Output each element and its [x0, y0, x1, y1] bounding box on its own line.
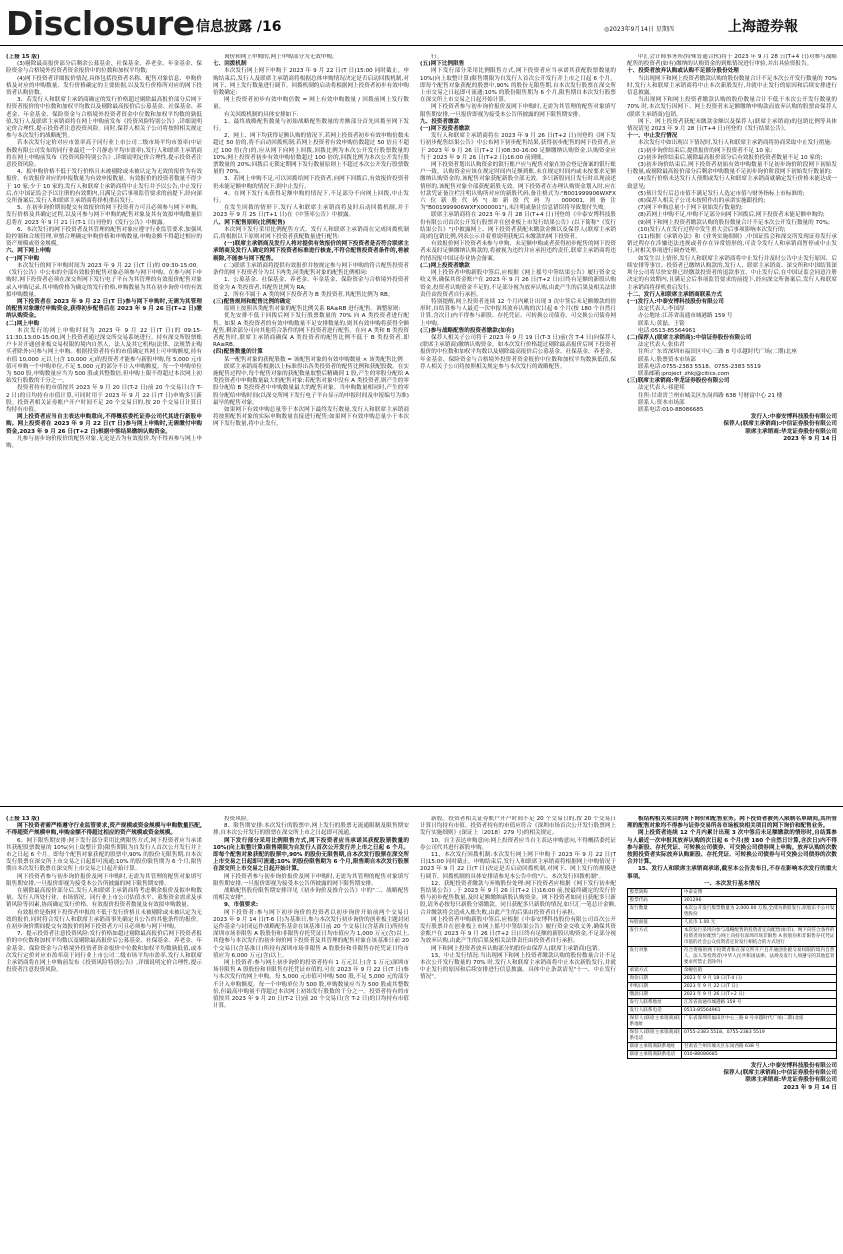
table-value-cell: 301296	[682, 897, 837, 905]
paragraph: 若本次发行定价对应市盈率高于同行业上市公司二级市场平均市盈率(中证指数有限公司发布的同行业最近一个月静态平均市盈率),发行人和联席主承销商将在网上申购前发布《投资风险特别公告》,详细说明定价合理性,提示投资者注意投资风险。	[6, 140, 202, 169]
section-heading: (二)网上投资者缴款	[420, 262, 470, 269]
table-key-cell: 股票简称	[628, 889, 682, 897]
paragraph: 网上投资者初步有效申购倍数 = 网上有效申购数量 / 回拨前网上发行数量。	[213, 97, 409, 111]
article-bottom-column-4-text	[627, 816, 837, 888]
table-row	[628, 919, 837, 927]
article-bottom-column-3	[420, 816, 616, 1250]
paragraph: 在剔除最高报价部分后,发行人和联席主承销商将考虑剩余报价及拟申购数量、发行人所处行业、市场情况、同行业上市公司估值水平、募集资金需求及承销风险等因素,协商确定发行价格、有效报价投资者数量及有效拟申购数量。	[6, 888, 202, 909]
section-heading: 八、网下配售原则(比例配售)	[213, 219, 286, 226]
paragraph: 联系电话:0755-2383 5518、0755-2383 5519	[638, 363, 761, 370]
offering-info-table-body	[628, 889, 837, 1059]
paragraph: 5、在初步询价期间提交有效报价的网下投资者方可且必须参与网下申购。发行价格及其确定过程,以及可参与网下申购的配售对象及其有效拟申购数量信息将在 2023 年 9 月 21 日(T-1 日)刊登的《发行公告》中披露。	[6, 205, 202, 226]
signature-line: 保荐人(联席主承销商):中信证券股份有限公司	[723, 421, 837, 428]
paragraph: 联席主承销商将在 2023 年 9 月 28 日(T+4 日)刊登的《中泰安博科技股份有限公司首次公开发行股票并在创业板上市发行结果公告》(以下简称"《发行结果公告》")中披露网上、网下投资者获配未缴款金额以及保荐人(联席主承销商)的包销比例,列表公示并着重说明获配后未缴款的网下投资者。	[420, 212, 616, 241]
table-key-cell: 发行人联系地址	[628, 999, 682, 1007]
paragraph: 4、在网下发行未获得足额申购的情况下,不足部分不向网上回拨,中止发行。	[213, 190, 409, 205]
paragraph: (二)联席主承销商将提供有效报价并按规定参与网下申购的符合配售投资者条件的网下投资者分为以下两类,同类配售对象的配售比例相同:	[213, 262, 409, 277]
paragraph: 2、所有不属于 A 类的网下投资者为 B 类投资者,其配售比例为 RB。	[224, 291, 394, 298]
paragraph: 发行人和联席主承销商将在 2023 年 9 月 26 日(T+2 日)刊登的《网下发行初步配售结果公告》中公布网下初步配售结果,获得初步配售的网下投资者,应于 2023 年 9 月 26 日(T+2 日)08:30-16:00 足额缴纳认购资金,认购资金应当于 2023 年 9 月 26 日(T+2 日)16:00 前到账。	[420, 133, 616, 161]
paragraph: 11、本次发行回拨机制:本次发行网上网下申购于 2023 年 9 月 22 日(T 日)15:00 同时截止。申购结束后,发行人和联席主承销商将根据网上申购情况于 2023 年 9 月 22 日(T 日)决定是否启动回拨机制,对网下、网上发行的规模进行调节。回拨机制的具体安排请参见本公告中的"六、本次发行回拨机制"。	[420, 852, 616, 880]
table-row	[628, 983, 837, 991]
section-heading: (四)配售数量的计算	[213, 349, 263, 356]
paragraph: 战略配售股份限售期安排详见《初步询价及推介公告》中的"二、战略配售的相关安排"。	[213, 888, 409, 902]
signature-line: 联席主承销商:华龙证券股份有限公司	[745, 1077, 837, 1084]
paragraph: 网下投资者参与初步询价报价及网下申购时,无需为其管理的配售对象填写限售期安排,一旦报价即视为接受本公告所披露的网下限售期安排。	[420, 104, 616, 118]
section-heading: (上接 13 版)	[6, 816, 40, 822]
table-value-cell: 余额包销	[682, 967, 837, 975]
paragraph: 1、公募基金、社保基金、养老金、年金基金、保险资金与合格境外投资者资金为 A 类投资者,其配售比例为 RA;	[213, 277, 409, 291]
section-heading: (一)网下投资者缴款	[420, 126, 470, 133]
paragraph: (4)发行价格未达发行人预期或发行人和联席主承销商就确定发行价格未能达成一致意见;	[627, 176, 837, 190]
paragraph: (5)预计发行后总市值不满足发行人选定市值与财务指标上市标准的;	[638, 190, 805, 197]
paragraph: 如果网下有效申购总量等于本次网下最终发行数量,发行人和联席主承销商将按照配售对象的实际申购数量直接进行配售;如果网下有效申购总量小于本次网下发行数量,将中止发行。	[213, 406, 409, 428]
table-value-cell: 2023 年 9 月 22 日(T 日)	[682, 983, 837, 991]
table-row	[628, 947, 837, 967]
paragraph: 网下投资者划出认购资金的银行账户应与配售对象在协会登记备案的银行账户一致。认购资金应该在规定时间内足额到账,未在规定时间内或未按要求足额缴纳认购资金的,该配售对象获配新股全部无效。多只新股同日发行时出现前述情形的,该配售对象全部获配新股无效。网下投资者在办理认购资金划入时,应在付款凭证备注栏注明认购所对应的新股代码,备注格式为:"B001999906WXFX 六位新股代码"(如新股代码为 000001,则备注为"B001999906WXFX000001"),未注明或备注信息错误将导致划付失败。	[420, 162, 616, 212]
section-heading: 十一、中止发行情况	[627, 133, 678, 140]
paragraph: 网下投资者参与初步询价报价及网下申购时,无需为其管理的配售对象填写限售期安排,一旦报价即视为接受本公告所披露的网下限售期安排。	[6, 873, 202, 887]
signature-line: 2023 年 9 月 14 日	[783, 1084, 837, 1091]
table-row	[628, 1015, 837, 1029]
table-key-cell: 缴款日期	[628, 991, 682, 999]
section-heading: 七、回拨机制	[213, 61, 247, 68]
table-value-cell: 江苏省南通市城港路 159 号	[682, 999, 837, 1007]
table-value-cell: 0755-2383 5518、0755-2383 5519	[682, 1029, 837, 1043]
table-value-cell: 中泰安博	[682, 889, 837, 897]
table-row	[628, 889, 837, 897]
paragraph: (9)网下和网上投资者缴款认购的股份数量合计不足本次公开发行数量的 70%;	[638, 219, 830, 226]
dateline: ◎2023年9月14日 星期四	[604, 26, 674, 33]
paragraph: 网下投资者在 2023 年 9 月 22 日(T 日)参与网下申购时,无需为其管理的配售对象缴付申购资金,获得初步配售后在 2023 年 9 月 26 日(T+2 日)缴纳认购资金。	[6, 298, 202, 320]
table-value-cell: 2023 年 9 月 26 日(T+2 日)	[682, 991, 837, 999]
paragraph: 保荐人相关子公司将于 2023 年 9 月 19 日(T-3 日)前(含 T-4 日)向保荐人(联席主承销商)缴纳认购资金。如本次发行价格超过剔除最高报价后网下投资者报价的中位数和加权平均数以及剔除最高报价后公募基金、社保基金、养老金、年金基金、保险资金与合格境外投资者资金报价中位数和加权平均数孰低值,保荐人相关子公司将按照相关规定参与本次发行的战略配售。	[420, 334, 616, 370]
paragraph: 3、若网上申购不足,可以回拨给网下投资者,向网下回拨后,有效报价投资者仍未能足额申购的情况下,则中止发行。	[213, 176, 409, 190]
paragraph: 6、本次发行的网下投资者及其管理的配售对象应遵守行业监管要求,加强风险控制和合规管理,审慎合理确定申购价格和申购数量,申购金额不得超过相应的资产规模或资金规模。	[6, 226, 202, 248]
section-heading: 十二、发行人和联席主承销商联系方式	[627, 291, 723, 298]
paragraph: 4、拟申购价格不低于发行价格且未被剔除或未被认定为无效的报价为有效报价。有效报价对应的申报数量为有效申报数量。有效报价的投资者数量不得少于 10 家;少于 10 家的,发行人和联席主承销商将中止发行并予以公告,中止发行后,在中国证监会予以注册的有效期内,且满足会后事项监管要求的前提下,经向深交所备案后,发行人和联席主承销商将择机重启发行。	[6, 169, 202, 205]
table-key-cell: 联席主承销商联系电话	[628, 1051, 682, 1059]
paragraph: 电话:0513-85564961	[638, 327, 696, 334]
paragraph: 联系人:股票资本市场部	[638, 356, 696, 363]
paragraph: 有效报价网下投资者未参与申购、未足额申购或者获得初步配售的网下投资者未及时足额缴纳认购款的,将被视为违约并应承担违约责任,联席主承销商将违约情况报中国证券业协会备案。	[420, 241, 616, 262]
paragraph: (7)网下申购总量小于网下初始发行数量的;	[638, 205, 743, 212]
paragraph: 原则上按照各类配售对象的配售比例关系 RA≥RB 进行配售。调整原则:	[224, 306, 401, 313]
paragraph: 询价和网上申购的,网上申购部分为无效申购。	[224, 54, 338, 60]
table-value-cell: 0513-85564961	[682, 1007, 837, 1015]
table-row	[628, 927, 837, 947]
paragraph: 网下发行部分采用比例限售方式,网下投资者应当承诺其获配股票数量的 10%(向上取整计算)限售期限为自发行人首次公开发行并上市之日起 6 个月。即每个配售对象获配的股票中,90% 的股份无限售期,自本次发行股票在深交所上市交易之日起即可流通;10% 的股份限售期为 6 个月,限售期自本次发行股票在深交所上市交易之日起开始计算。	[213, 837, 409, 873]
paragraph: 1、最终战略配售数量与初始战略配售数量的差额部分首先回拨至网下发行。	[213, 118, 409, 133]
paragraph: (4)网下投资者详细报价情况,具体包括投资者名称、配售对象信息、申购价格及对应的申购数量、发行价格确定的主要依据,以及发行价格所对应的网下投资者认购倍数。	[6, 75, 202, 97]
table-value-cell: 符合资格的网下投资者和在深交所开户且开通创业板交易权限的境内自然人、法人等投资者(中华人民共和国法律、法规及发行人须遵守的其他监管要求所禁止者除外)	[683, 947, 835, 965]
paragraph: 10、自主表达申购意向:网上投资者应当自主表达申购意向,不得概括委托证券公司代其进行新股申购。	[420, 837, 616, 851]
paragraph: (1)初步询价结束后,提供报价的网下投资者不足 10 家;	[638, 147, 773, 154]
paragraph: 有效报价是指网下投资者申报的不低于发行价格且未被剔除或未被认定为无效的报价,同时符合发行人和联席主承销商事先确定且公告的其他条件的报价。在初步询价期间提交有效报价的网下投资者方可且必须参与网下申购。	[6, 909, 202, 931]
paragraph: 网上投资者连续 12 个月内累计出现 3 次中签后未足额缴款的情形时,自结算参与人最近一次申报其放弃认购的次日起 6 个月(按 180 个自然日计算,含次日)内不得参与新股、存托凭证、可转换公司债券、可交换公司债券网上申购。放弃认购的次数按照投资者实际放弃认购新股、存托凭证、可转换公司债券与可交换公司债券的次数合并计算。	[627, 830, 837, 866]
table-value-cell: 甘肃省兰州市城关区东岗西路 638 号	[682, 1043, 837, 1051]
section-heading: (三)联席主承销商:华龙证券股份有限公司	[627, 378, 730, 385]
paragraph: 某一配售对象的获配股数 = 该配售对象的有效申购数量 × 该类配售比例	[224, 356, 403, 363]
paragraph: 如发生以上情形,发行人和联席主承销商将中止发行并及时公告中止发行原因、后续安排等事宜。投资者已缴纳认购款的,发行人、联席主承销商、深交所和中国结算深圳分公司将尽快安排已经缴款投资者的退款事宜。中止发行后,在中国证监会同意注册决定的有效期内,且满足会后事项监管要求的前提下,经向深交所备案后,发行人和联席主承销商将择机重启发行。	[627, 255, 837, 291]
table-key-cell: 询价日期	[628, 975, 682, 983]
paragraph: 有关回拨机制的具体安排如下:	[224, 111, 299, 118]
paragraph: (6)保荐人相关子公司未按照作出的承诺实施跟投的;	[638, 198, 766, 205]
paragraph: 投资风险。	[224, 816, 252, 822]
section-heading: (一)发行人:中泰安博科技股份有限公司	[627, 298, 724, 305]
offering-info-table	[627, 888, 837, 1059]
brand-title: Disclosure	[6, 4, 195, 43]
paragraph: 法定代表人:李国厚	[638, 306, 685, 313]
paragraph: 联席主承销商将根据以上标准得出各类投资者的配售比例和获配股数。在实施配售过程中,每个配售对象的获配数量取整后精确到 1 股,产生的零股分配给 A 类投资者中申购数量最大的配售对象;若配售对象中没有 A 类投资者,则产生的零股分配给 B 类投资者中申购数量最大的配售对象。当申购数量相同时,产生的零股分配给申购时间(以深交所网下发行电子平台显示的申报时间及申报编号为准)最早的配售对象。	[213, 363, 409, 406]
signature-line: 保荐人(联席主承销商):中信证券股份有限公司	[723, 1070, 837, 1077]
table-key-cell: 股票代码	[628, 897, 682, 905]
paragraph: 中汇会计师事务所(特殊普通合伙)将于 2023 年 9 月 28 日(T+4 日)对参与战略配售的投资者(如有)缴纳的认购资金的到账情况进行审验,并出具验资报告。	[627, 54, 837, 68]
table-key-cell: 联席主承销商联系地址	[628, 1043, 682, 1051]
paragraph: 办公地址:江苏省南通市城港路 159 号	[638, 313, 733, 320]
section-heading: 九、投资者缴款	[420, 118, 460, 125]
paragraph: (3)剔除最高报价部分后剩余公募基金、社保基金、养老金、年金基金、保险资金与合格境外投资者资金报价中的位数和加权平均数;	[6, 61, 202, 75]
paragraph: 联系人:资本市场部	[638, 399, 685, 406]
paragraph: (8)若网上申购不足,申购不足部分向网下回拨后,网下投资者未能足额申购的;	[638, 212, 825, 219]
signature-line: 发行人:中泰安博科技股份有限公司	[750, 414, 837, 421]
paragraph: 当出现网下和网上投资者缴款认购的股份数量合计不足本次公开发行数量的 70% 时,发行人和联席主承销商将中止本次新股发行,并就中止发行的原因和后续安排进行信息披露。	[627, 75, 837, 97]
paragraph: 法定代表人:祁建邦	[638, 385, 685, 392]
paragraph: 网上投资者应当自主表达申购意向,不得概括委托证券公司代其进行新股申购。网上投资者在 2023 年 9 月 22 日(T 日)参与网上申购时,无需缴付申购资金,2023 年 9 月 26 日(T+2 日)根据中签结果缴纳认购资金。	[6, 414, 202, 435]
paragraph: 网上投资者申购新股中签后,应根据《中泰安博科技股份有限公司首次公开发行股票并在创业板上市网上摇号中签结果公告》履行资金交收义务,确保其资金账户在 2023 年 9 月 26 日(T+2 日)日终有足额的新股认购资金,不足部分视为放弃认购,由此产生的后果及相关法律责任由投资者自行承担。	[420, 916, 616, 945]
signature-line: 联席主承销商:华龙证券股份有限公司	[745, 428, 837, 435]
table-row	[628, 975, 837, 983]
table-value-cell: 本次发行采用向参与战略配售的投资者定向配售(如有)、网下向符合条件的投资者询价配售与网上向持有深圳市场非限售 A 股股份和非限售存托凭证市值的社会公众投资者定价发行相结合的方式进行	[683, 927, 835, 945]
table-value-cell: 2023 年 9 月 18 日(T-4 日)	[682, 975, 837, 983]
table-row	[628, 1007, 837, 1015]
paragraph: 3、若发行人和联席主承销商确定的发行价格超过剔除最高报价部分后网下投资者报价的中位数和加权平均数以及剔除最高报价后公募基金、社保基金、养老金、年金基金、保险资金与合格境外投资者资金中位数和加权平均数的孰低值,发行人及联席主承销商将在网上申购前发布《投资风险特别公告》,详细说明定价合理性,提示投资者注意投资风险。同时,保荐人相关子公司将按照相关规定参与本次发行的战略配售。	[6, 97, 202, 140]
table-row	[628, 999, 837, 1007]
paragraph: 优先安排不低于回拨后网下发行股票数量的 70% 向 A 类投资者进行配售。如果 A 类投资者的有效申购数量不足安排数量的,则其有效申购将获得全额配售,剩余部分可向其他符合条件的网下投资者进行配售。在向 A 类和 B 类投资者配售时,联席主承销商确保 A 类投资者的配售比例不低于 B 类投资者,即 RA≥RB。	[213, 313, 409, 349]
paragraph: 本次网下发行采用比例配售方式。发行人和联席主承销商在完成回拨机制后,将根据以下原则对网下投资者获配数量进行配售:	[213, 226, 409, 241]
paragraph: (一)联席主承销商及发行人将对提供有效报价的网下投资者是否符合联席主承销商及发行人确定的网下投资者标准进行核查,不符合配售投资者条件的,将被剔除,不能参与网下配售。	[213, 241, 409, 262]
paragraph: 9、市值要求:	[224, 902, 259, 909]
paragraph: 7、提示投资者注意投资风险:发行价格如超过剔除最高报价后网下投资者报价的中位数和加权平均数以及剔除最高报价后公募基金、社保基金、养老金、年金基金、保险资金与合格境外投资者资金报价中位数和加权平均数孰低值,或本次发行定价对应市盈率高于同行业上市公司二级市场平均市盈率,发行人和联席主承销商将在网上申购前发布《投资风险特别公告》,详细说明定价合理性,提示投资者注意投资风险。	[6, 931, 202, 974]
paragraph: 网下投资者需严格遵守行业监管要求,资产规模或资金规模与申购数量匹配,不得超资产规模申购,申购金额不得超过相应的资产规模或资金规模。	[6, 823, 202, 837]
paragraph: (2)初步询价结束后,剔除最高报价部分后有效报价投资者数量不足 10 家的;	[638, 154, 823, 161]
paragraph: 法定代表人:张佑君	[638, 342, 685, 349]
newspaper-logo: 上海證券報	[728, 19, 798, 35]
article-bottom	[0, 812, 843, 1254]
article-bottom-column-4	[627, 816, 837, 1250]
table-row	[628, 905, 837, 919]
paragraph: 联系电话:010-88086685	[638, 406, 704, 413]
table-key-cell: 承销方式	[628, 967, 682, 975]
section-heading: (上接 15 版)	[6, 54, 40, 60]
table-key-cell: 发行方式	[628, 927, 682, 947]
bottom-signature	[627, 1063, 837, 1092]
paragraph: 行。	[431, 54, 443, 60]
paragraph: (10)发行人在发行过程中发生重大会后事项影响本次发行的;	[638, 226, 786, 233]
section-heading: 十、投资者放弃认购或认购不足部分股份处理	[627, 68, 739, 75]
paragraph: 投资者持有的市值按其 2023 年 9 月 20 日(T-2 日)前 20 个交易日(含 T-2 日)的日均持有市值计算,可同时用于 2023 年 9 月 22 日(T 日)申购多只新股。投资者相关证券账户开户时间不足 20 个交易日的,按 20 个交易日计算日均持有市值。	[6, 385, 202, 413]
paragraph: 网上投资者申购新股中签后,应根据《网上摇号中签结果公告》履行资金交收义务,确保其资金账户在 2023 年 9 月 26 日(T+2 日)日终有足额的新股认购资金,投资者认购资金不足的,不足部分视为放弃认购,由此产生的后果及相关法律责任由投资者自行承担。	[420, 270, 616, 298]
section-heading: 一、本次发行基本情况	[704, 880, 760, 887]
table-value-cell: 本次公开发行股票数量为 2,000.00 万股,全部为新股发行,原股东不公开发售股份	[683, 905, 835, 917]
section-title: 信息披露 /16	[196, 19, 282, 35]
paragraph: 12、获配投资者缴款与弃购股份处理:网下投资者应根据《网下发行初步配售结果公告》,于 2023 年 9 月 26 日(T+2 日)16:00 前,按最终确定的发行价格与初步配售数量,及时足额缴纳新股认购资金。网下投资者如同日获配多只新股,请务必按每只新股分别缴款。同日获配多只新股的情况,如只汇一笔总计金额,合并缴款将会造成入账失败,由此产生的后果由投资者自行承担。	[420, 880, 616, 916]
table-value-cell: 广东省深圳市福田区中心三路 8 号卓越时代广场(二期)北座	[682, 1015, 837, 1029]
table-row	[628, 1029, 837, 1043]
paragraph: 凡参与初步询价报价的配售对象,无论是否为有效报价,均不得再参与网上申购。	[6, 435, 202, 449]
paragraph: 特别提醒,网上投资者连续 12 个月内累计出现 3 次中签后未足额缴款的情形时,自结算参与人最近一次申报其放弃认购的次日起 6 个月(按 180 个自然日计算,含次日)内不得参与新股、存托凭证、可转换公司债券、可交换公司债券网上申购。	[420, 298, 616, 327]
article-top	[0, 50, 843, 807]
paragraph: 网下投资者:参与网下初步询价的投资者以初步询价开始前两个交易日 2023 年 9 月 14 日(T-6 日)为基准日,参与本次发行初步询价的创业板主题封闭运作基金与封闭运作战略配售基金在该基准日前 20 个交易日(含基准日)所持有深圳市场非限售 A 股股份和非限售存托凭证日均市值应为 1,000 万元(含)以上,其他参与本次发行的初步询价网下投资者及其管理的配售对象在该基准日前 20 个交易日(含基准日)所持有深圳市场非限售 A 股股份和非限售存托凭证日均市值应为 6,000 万元(含)以上。	[213, 909, 409, 959]
table-row	[628, 967, 837, 975]
article-top-column-1	[6, 54, 202, 802]
paragraph: 网上投资者:参与网上初步询价的投资者持有 1 万元以上(含 1 万元)深圳市场非限售 A 股股份和非限售存托凭证市值的,可在 2023 年 9 月 22 日(T 日)参与本次发行的网上申购。每 5,000 元市值可申购 500 股,不足 5,000 元的部分不计入申购额度。每一个申购单位为 500 股,申购数量应当为 500 股或其整数倍,但最高申购量不得超过本次网上初始发行股数的千分之一。投资者持有的市值按其 2023 年 9 月 20 日(T-2 日)前 20 个交易日(含 T-2 日)的日均持有市值计算。	[213, 960, 409, 1010]
paragraph: 网下、网上投资者获配未缴款金额以及保荐人(联席主承销商)的包销比例等具体情况请见 2023 年 9 月 28 日(T+4 日)刊登的《发行结果公告》。	[627, 118, 837, 133]
signature-line: 2023 年 9 月 14 日	[783, 435, 837, 442]
table-key-cell: 发行对象	[628, 947, 682, 967]
section-heading: 六、网下网上申购	[6, 248, 51, 255]
table-value-cell: 010-88086685	[682, 1051, 837, 1059]
paragraph: 在发生回拨的情形下,发行人和联席主承销商将及时启动回拨机制,并于 2023 年 9 月 25 日(T+1 日)在《中签率公告》中披露。	[213, 205, 409, 219]
paragraph: 网下和网上投资者放弃认购部分的股份由保荐人(联席主承销商)包销。	[431, 945, 604, 952]
table-row	[628, 991, 837, 999]
paragraph: 新股。投资者相关证券账户开户时间不足 20 个交易日的,按 20 个交易日计算日均持有市值。投资者持有的市值应符合《深圳市场首次公开发行股票网上发行实施细则》(深证上〔2018〕279 号)的相关规定。	[420, 816, 616, 837]
table-row	[628, 897, 837, 905]
paragraph: 本次发行的网上申购时间为 2023 年 9 月 22 日(T 日)的 09:15-11:30,13:00-15:00,网上投资者通过深交所交易系统进行。持有深交所股票账户卡并开通创业板交易权限的境内自然人、法人及其它机构(法律、法规禁止购买者除外)可参与网上申购。根据投资者持有的市值确定其网上可申购额度,持有市值 10,000 元以上(含 10,000 元)的投资者才能参与新股申购,每 5,000 元市值可申购一个申购单位,不足 5,000 元的部分不计入申购额度。每一个申购单位为 500 股,申购数量应当为 500 股或其整数倍,但申购上限不得超过本次网上初始发行股数的千分之一。	[6, 327, 202, 385]
section-heading: (二)保荐人(联席主承销商):中信证券股份有限公司	[627, 334, 752, 341]
paragraph: 15、发行人和联席主承销商承诺,截至本公告发布日,不存在影响本次发行的重大事项。	[627, 866, 837, 880]
table-row	[628, 1043, 837, 1051]
paragraph: 本次发行网上网下申购于 2023 年 9 月 22 日(T 日)15:00 同时截止。申购结束后,发行人及联席主承销商将根据总体申购情况决定是否启动回拨机制,对网下、网上发行数量进行调节。回拨机制的启动将根据网上投资者初步有效申购倍数确定:	[213, 68, 409, 97]
article-bottom-column-1	[6, 816, 202, 1250]
paragraph: (11)根据《承销办法》和《业务实施细则》,中国证监会和深交所发现证券发行承销过程存在涉嫌违法违规或者存在异常情形的,可责令发行人和承销商暂停或中止发行,对相关事项进行调查处理。	[627, 234, 837, 255]
paragraph: 联系邮箱:project_zhkj@citics.com	[638, 370, 730, 377]
section-heading: (五)网下比例限售	[420, 61, 465, 68]
section-heading: (一)网下申购	[6, 255, 40, 262]
section-heading: (二)网上申购	[6, 320, 40, 327]
table-key-cell: 保荐人(联席主承销商)联系地址	[629, 1015, 680, 1027]
section-heading: (三)参与战略配售的投资者缴款(如有)	[420, 327, 515, 334]
paragraph: 本次发行的网下申购时间为 2023 年 9 月 22 日(T 日)的 09:30-15:00。《发行公告》中公布的全部有效报价配售对象必须参与网下申购。在参与网下申购时,网下投资者必须在深交所网下发行电子平台为其管理的有效报价配售对象录入申购记录,其申购价格为确定的发行价格,申购数量为其在初步询价中的有效拟申购数量。	[6, 262, 202, 298]
article-top-column-2	[213, 54, 409, 802]
table-key-cell: 每股面值	[628, 919, 682, 927]
paragraph: 板结构相关项目的网下询价和配售业务。网下投资者被列入限制名单期间,其所管理的配售对象均不得参与证券交易所各市场板块相关项目的网下询价和配售业务。	[627, 816, 837, 830]
paragraph: 联系人:黄磊、王铭	[638, 320, 685, 327]
paragraph: 住所:甘肃省兰州市城关区东岗西路 638 号财富中心 21 楼	[638, 392, 783, 399]
table-key-cell: 申购日期	[628, 983, 682, 991]
masthead	[0, 0, 843, 46]
signature-line: 发行人:中泰安博科技股份有限公司	[750, 1063, 837, 1070]
paragraph: 当出现网下和网上投资者缴款认购的股份数量合计不低于本次公开发行数量的 70% 时,本次发行因网下、网上投资者未足额缴纳申购款而放弃认购的股票由保荐人(联席主承销商)包销。	[627, 97, 837, 118]
table-key-cell: 发行数量	[628, 905, 682, 919]
section-heading: (三)配售规则和配售比例的确定	[213, 298, 291, 305]
article-top-column-3	[420, 54, 616, 802]
paragraph: 2、网上、网下均获得足额认购的情况下,若网上投资者初步有效申购倍数未超过 50 倍的,将不启动回拨机制;若网上投资者有效申购倍数超过 50 倍且不超过 100 倍(含)的,应从网下向网上回拨,回拨比例为本次公开发行股票数量的 10%;网上投资者初步有效申购倍数超过 100 倍的,回拨比例为本次公开发行股票数量的 20%;回拨后无锁定期网下发行数量原则上不超过本次公开发行股票数量的 70%。	[213, 133, 409, 176]
paragraph: (3)初步询价结束后,网下投资者初始有效申购数量不足初步询价阶段网下初始发行数量,或剔除最高报价部分后剩余申购数量不足初步询价阶段网下初始发行数量的;	[627, 162, 837, 176]
paragraph: 13、中止发行情况:当出现网下和网上投资者缴款认购的股份数量合计不足本次公开发行数量的 70% 时,发行人和联席主承销商将中止本次新股发行,并就中止发行的原因和后续安排进行信息披露。具体中止条款请见"十一、中止发行情况"。	[420, 952, 616, 981]
article-top-column-4	[627, 54, 837, 802]
paragraph: 6、网下限售期安排:网下发行部分采用比例限售方式,网下投资者应当承诺其获配股票数量的 10%(向上取整计算)限售期限为自发行人首次公开发行并上市之日起 6 个月。即每个配售对象获配的股票中,90% 的股份无限售期,自本次发行股票在深交所上市交易之日起即可流通;10% 的股份限售期为 6 个月,限售期自本次发行股票在深交所上市交易之日起开始计算。	[6, 837, 202, 873]
paragraph: 本次发行中如出现以下情况时,发行人和联席主承销商将协商采取中止发行措施:	[638, 140, 832, 147]
paragraph: 网下投资者参与初步询价报价及网下申购时,无需为其管理的配售对象填写限售期安排,一旦报价即视为接受本公告所披露的网下限售期安排。	[213, 873, 409, 887]
table-value-cell: 人民币 1.00 元	[682, 919, 837, 927]
table-row	[628, 1051, 837, 1059]
paragraph: 8、限售期安排:本次发行的股票中,网上发行的股票无流通限制及限售期安排,自本次公开发行的股票在深交所上市之日起即可流通。	[213, 823, 409, 837]
table-key-cell: 保荐人(联席主承销商)联系电话	[629, 1029, 680, 1041]
paragraph: 住所:广东省深圳市福田区中心三路 8 号卓越时代广场(二期)北座	[638, 349, 797, 356]
article-bottom-column-2	[213, 816, 409, 1250]
paragraph: 网下发行部分采用比例限售方式,网下投资者应当承诺其获配股票数量的 10%(向上取整计算)限售期限为自发行人首次公开发行并上市之日起 6 个月。即每个配售对象获配的股票中,90% 的股份无限售期,自本次发行股票在深交所上市交易之日起即可流通;10% 的股份限售期为 6 个月,限售期自本次发行股票在深交所上市交易之日起开始计算。	[420, 68, 616, 104]
table-key-cell: 发行人联系电话	[628, 1007, 682, 1015]
